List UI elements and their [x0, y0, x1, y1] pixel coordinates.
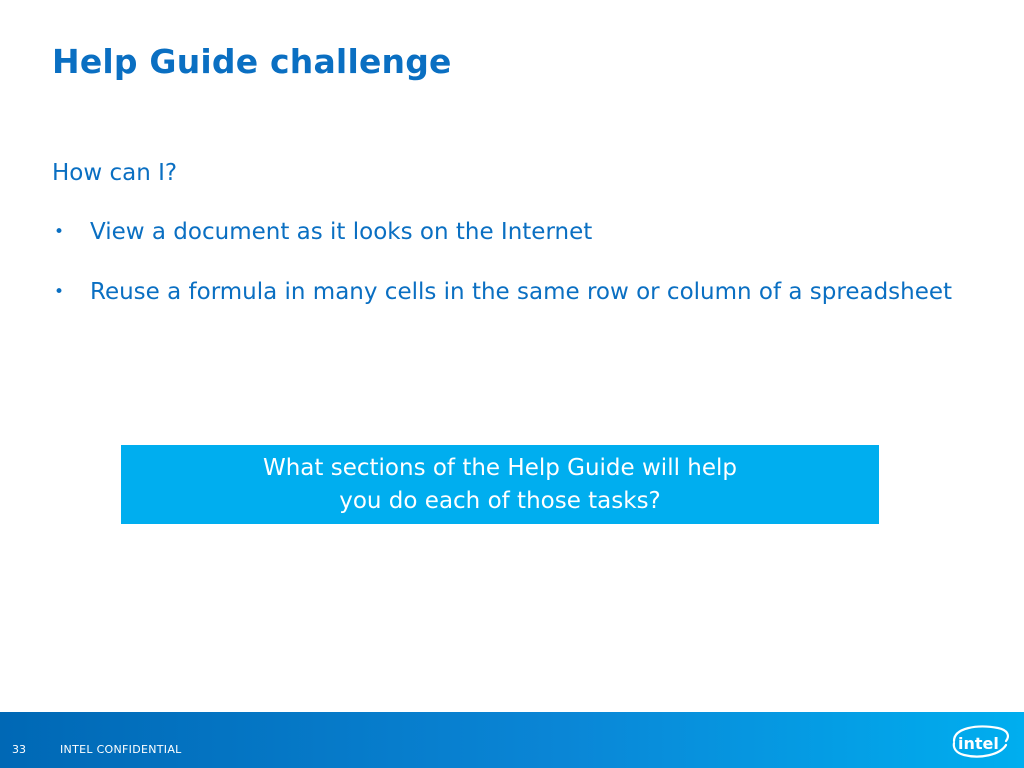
- slide-number: 33: [12, 743, 26, 756]
- lead-text: How can I?: [52, 160, 178, 186]
- bullet-dot-icon: •: [54, 282, 65, 302]
- bullet-list: [52, 216, 972, 336]
- bullet-dot-icon: •: [54, 222, 65, 242]
- bullet-item: [52, 276, 972, 309]
- callout-line-2: you do each of those tasks?: [339, 488, 661, 514]
- question-callout: [121, 445, 879, 524]
- callout-line-1: What sections of the Help Guide will help: [262, 455, 737, 481]
- footer-bar: [0, 712, 1024, 768]
- bullet-text: Reuse a formula in many cells in the same row or column of a spreadsheet: [90, 279, 953, 305]
- slide-title: Help Guide challenge: [52, 42, 452, 81]
- intel-logo-icon: [946, 720, 1012, 764]
- bullet-text: View a document as it looks on the Internet: [90, 219, 593, 245]
- intel-logo-text: intel: [958, 734, 999, 753]
- bullet-item: [52, 216, 972, 249]
- confidential-label: INTEL CONFIDENTIAL: [60, 743, 182, 756]
